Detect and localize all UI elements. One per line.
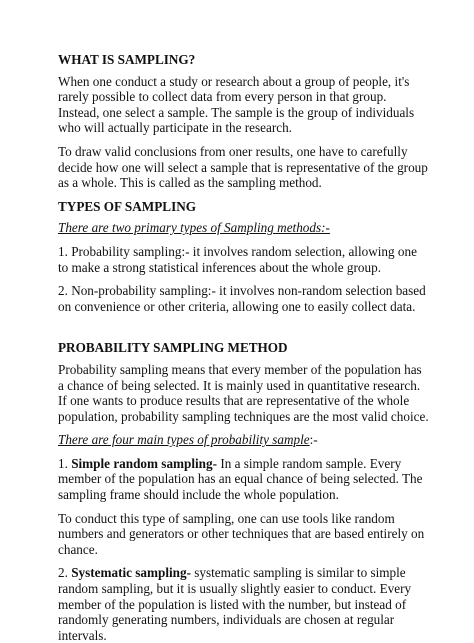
heading-what-is-sampling: WHAT IS SAMPLING? xyxy=(58,52,196,67)
paragraph-simple-random-tools xyxy=(58,510,425,558)
text-line: who will actually participate in the research. xyxy=(58,120,292,136)
text-line: as a whole. This is called as the sampling method. xyxy=(58,175,322,191)
text-line: to make a strong statistical inferences about the whole group. xyxy=(58,259,381,275)
text-line: member of the population is listed with the number, but instead of xyxy=(58,596,407,612)
text-line: 2. Non-probability sampling:- it involves non-random selection based xyxy=(58,283,426,299)
type-probability-sampling xyxy=(58,244,418,275)
four-types-intro-text: There are four main types of probability sample xyxy=(58,432,310,448)
text-line: numbers and generators or other techniques that are based entirely on xyxy=(58,526,425,542)
four-types-intro xyxy=(58,432,418,448)
four-types-intro-suffix: :- xyxy=(309,432,318,448)
item-text: systematic sampling is similar to simple xyxy=(190,565,406,581)
text-line: intervals. xyxy=(58,627,107,643)
item-systematic-sampling xyxy=(58,565,418,643)
item-number: 1. xyxy=(58,455,72,471)
text-line: decide how one will select a sample that is representative of the group xyxy=(58,159,428,175)
text-line: member of the population has an equal chance of being selected. The xyxy=(58,471,423,487)
paragraph-sampling-method xyxy=(58,143,428,191)
text-line: random sampling, but it is usually slightly easier to conduct. Every xyxy=(58,581,412,597)
item-simple-random-sampling xyxy=(58,455,423,503)
text-line: 1. Probability sampling:- it involves random selection, allowing one xyxy=(58,243,417,259)
text-line: rarely possible to collect data from every person in that group. xyxy=(58,89,387,105)
text-line: sampling frame should include the whole population. xyxy=(58,487,339,503)
item-term: Simple random sampling- xyxy=(71,455,218,471)
text-line xyxy=(58,565,418,581)
paragraph-probability-sampling xyxy=(58,361,429,424)
heading-probability-sampling-method: PROBABILITY SAMPLING METHOD xyxy=(58,340,288,356)
types-intro: There are two primary types of Sampling methods:- xyxy=(58,220,330,236)
text-line: If one wants to produce results that are representative of the whole xyxy=(58,393,410,409)
text-line: population, probability sampling techniques are the most valid choice. xyxy=(58,408,429,424)
text-line: To draw valid conclusions from oner results, one have to carefully xyxy=(58,143,408,159)
text-line xyxy=(58,456,418,472)
text-line: a chance of being selected. It is mainly used in quantitative research. xyxy=(58,377,421,393)
text-line: Instead, one select a sample. The sample is the group of individuals xyxy=(58,104,415,120)
text-line: on convenience or other criteria, allowing one to easily collect data. xyxy=(58,298,416,314)
type-non-probability-sampling xyxy=(58,283,426,314)
text-line: Probability sampling means that every member of the population has xyxy=(58,361,422,377)
item-text: In a simple random sample. Every xyxy=(217,455,402,471)
paragraph-sampling-intro xyxy=(58,74,418,136)
text-line: chance. xyxy=(58,541,98,557)
document-body xyxy=(58,52,429,643)
heading-types-of-sampling: TYPES OF SAMPLING xyxy=(58,198,196,214)
text-line: When one conduct a study or research about a group of people, it's xyxy=(58,73,410,89)
text-line: randomly generating numbers, individuals are chosen at regular xyxy=(58,612,395,628)
item-term: Systematic sampling- xyxy=(71,565,191,581)
text-line: To conduct this type of sampling, one can use tools like random xyxy=(58,510,395,526)
item-number: 2. xyxy=(58,565,72,581)
